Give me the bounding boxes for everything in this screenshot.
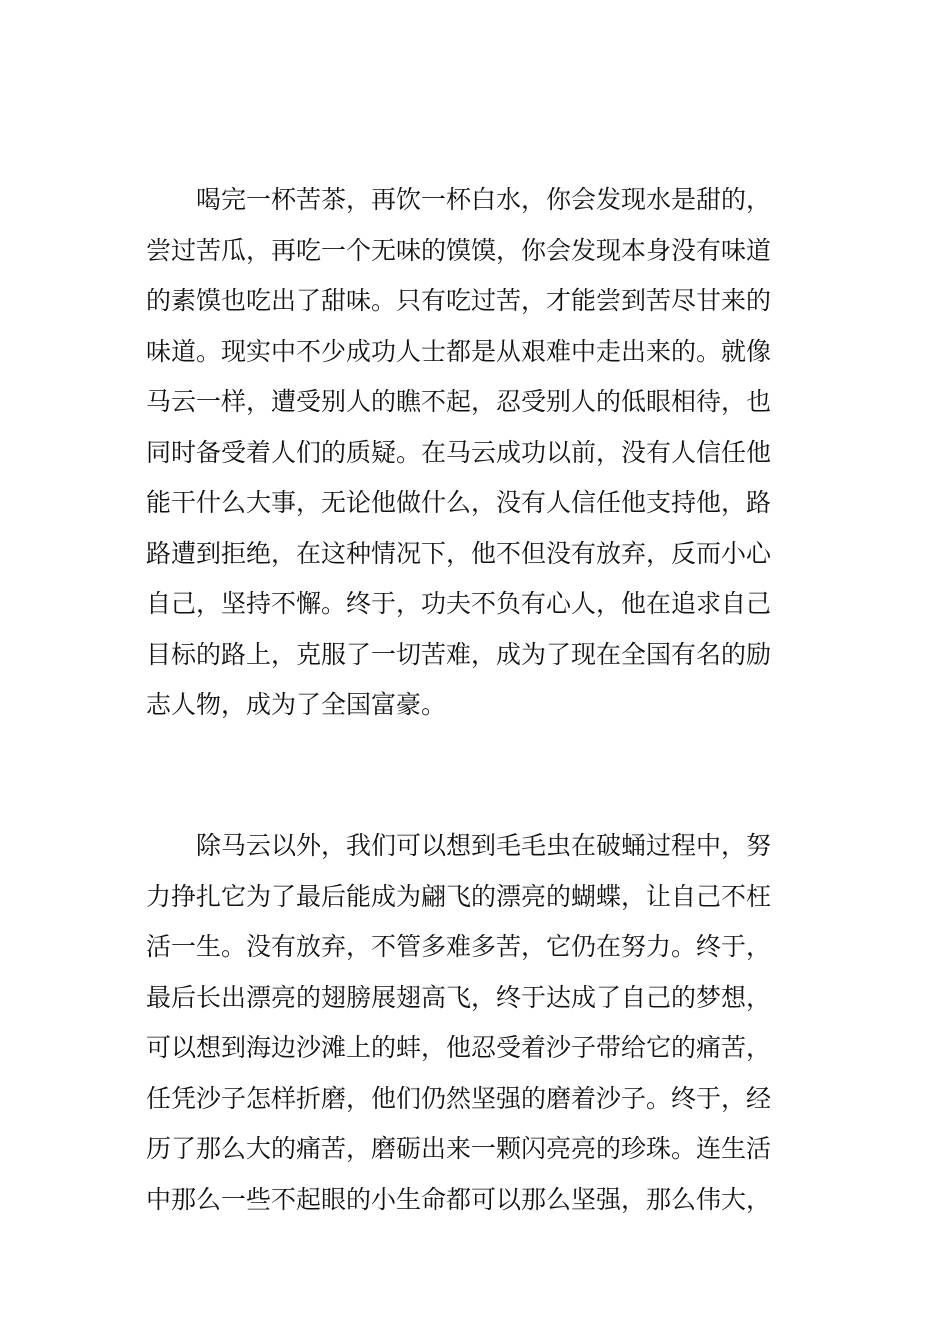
text-line: 尝过苦瓜，再吃一个无味的馍馍，你会发现本身没有味道	[146, 235, 772, 265]
text-line: 目标的路上，克服了一切苦难，成为了现在全国有名的励	[146, 639, 772, 669]
text-line: 能干什么大事，无论他做什么，没有人信任他支持他，路	[146, 488, 772, 517]
text-line: 同时备受着人们的质疑。在马云成功以前，没有人信任他	[146, 437, 772, 467]
text-line: 可以想到海边沙滩上的蚌，他忍受着沙子带给它的痛苦，	[146, 1033, 772, 1062]
text-line: 志人物，成为了全国富豪。	[146, 690, 447, 719]
text-line: 任凭沙子怎样折磨，他们仍然坚强的磨着沙子。终于，经	[146, 1083, 772, 1113]
text-line: 中那么一些不起眼的小生命都可以那么坚强，那么伟大，	[146, 1184, 772, 1214]
text-line: 马云一样，遭受别人的瞧不起，忍受别人的低眼相待，也	[146, 387, 772, 416]
text-line: 活一生。没有放弃，不管多难多苦，它仍在努力。终于，	[146, 932, 772, 961]
text-line: 自己，坚持不懈。终于，功夫不负有心人，他在追求自己	[146, 589, 772, 618]
paragraph-1	[146, 175, 806, 731]
text-line: 除马云以外，我们可以想到毛毛虫在破蛹过程中，努	[196, 831, 772, 860]
text-line: 味道。现实中不少成功人士都是从艰难中走出来的。就像	[146, 336, 772, 366]
text-line: 历了那么大的痛苦，磨砺出来一颗闪亮亮的珍珠。连生活	[146, 1134, 772, 1163]
text-line: 路遭到拒绝，在这种情况下，他不但没有放弃，反而小心	[146, 538, 772, 568]
text-line: 的素馍也吃出了甜味。只有吃过苦，才能尝到苦尽甘来的	[146, 286, 772, 315]
text-line: 最后长出漂亮的翅膀展翅高飞，终于达成了自己的梦想，	[146, 982, 772, 1012]
text-line: 喝完一杯苦茶，再饮一杯白水，你会发现水是甜的，	[196, 185, 772, 214]
text-line: 力挣扎它为了最后能成为翩飞的漂亮的蝴蝶，让自己不枉	[146, 881, 772, 911]
paragraph-2	[146, 821, 806, 1225]
